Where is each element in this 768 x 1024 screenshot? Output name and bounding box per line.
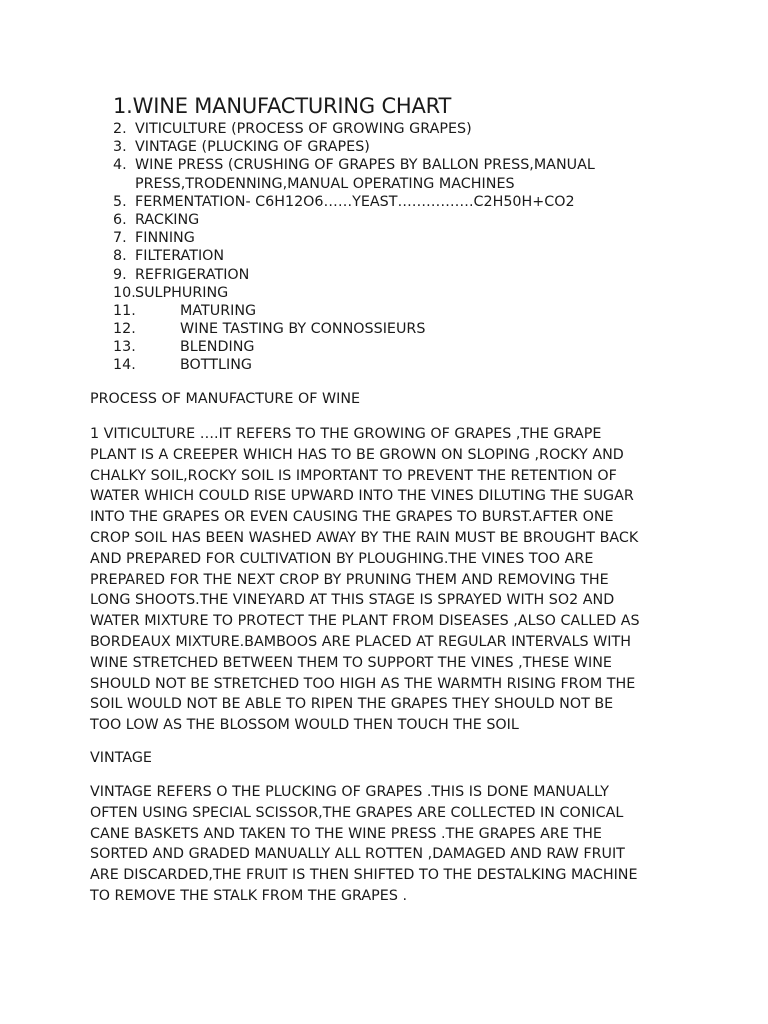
list-item-number: 2. [113,121,127,137]
list-item-number: 7. [113,230,127,247]
paragraph-line: TOO LOW AS THE BLOSSOM WOULD THEN TOUCH THE SOIL [90,717,519,734]
list-item-number: 5. [113,193,127,210]
list-item-text: MATURING [180,302,257,319]
list-item [113,211,673,229]
paragraph-line: WATER WHICH COULD RISE UPWARD INTO THE VINES DILUTING THE SUGAR [90,488,634,505]
paragraph-line: OFTEN USING SPECIAL SCISSOR,THE GRAPES ARE COLLECTED IN CONICAL [90,804,624,821]
list-item-text: BLENDING [180,339,255,356]
list-item-number: 14. [113,357,136,374]
list-item-text-line: PRESS,TRODENNING,MANUAL OPERATING MACHINES [135,175,515,192]
process-list [113,120,673,375]
paragraph-line: CHALKY SOIL,ROCKY SOIL IS IMPORTANT TO PREVENT THE RETENTION OF [90,467,617,484]
list-item [113,138,673,156]
paragraph-line: CANE BASKETS AND TAKEN TO THE WINE PRESS .THE GRAPES ARE THE [90,825,602,842]
paragraph-line: PREPARED FOR THE NEXT CROP BY PRUNING THEM AND REMOVING THE [90,571,609,588]
list-item-text: VITICULTURE (PROCESS OF GROWING GRAPES) [135,121,472,137]
list-item-number: 4. [113,157,127,174]
list-item-number: 10. [113,284,136,301]
list-item-number: 13. [113,339,136,356]
list-item-text: BOTTLING [180,357,252,374]
list-item-number: 6. [113,211,127,228]
list-item [113,302,673,320]
list-item [113,229,673,247]
paragraph-line: INTO THE GRAPES OR EVEN CAUSING THE GRAPES TO BURST.AFTER ONE [90,509,614,526]
paragraph-line: PLANT IS A CREEPER WHICH HAS TO BE GROWN ON SLOPING ,ROCKY AND [90,446,624,463]
vintage-heading [90,748,680,769]
list-item-text: REFRIGERATION [135,266,250,283]
paragraph-line: WATER MIXTURE TO PROTECT THE PLANT FROM DISEASES ,ALSO CALLED AS [90,613,640,630]
list-item-text: RACKING [135,211,200,228]
page-title: 1.WINE MANUFACTURING CHART [113,94,452,118]
vintage-paragraph [90,782,680,907]
paragraph-line: LONG SHOOTS.THE VINEYARD AT THIS STAGE IS SPRAYED WITH SO2 AND [90,592,615,609]
paragraph-line: SORTED AND GRADED MANUALLY ALL ROTTEN ,DAMAGED AND RAW FRUIT [90,846,625,863]
list-item [113,266,673,284]
list-item-text: FINNING [135,230,195,247]
list-item [113,247,673,265]
section-heading [90,389,680,410]
list-item-number: 11. [113,302,136,319]
paragraph-line: ARE DISCARDED,THE FRUIT IS THEN SHIFTED TO THE DESTALKING MACHINE [90,867,638,884]
paragraph-line: BORDEAUX MIXTURE.BAMBOOS ARE PLACED AT REGULAR INTERVALS WITH [90,633,631,650]
list-item [113,120,673,138]
list-item-text [135,156,595,192]
list-item [113,320,673,338]
list-item-text-line: WINE PRESS (CRUSHING OF GRAPES BY BALLON PRESS,MANUAL [135,157,595,174]
list-item-number: 8. [113,248,127,265]
paragraph-line: CROP SOIL HAS BEEN WASHED AWAY BY THE RAIN MUST BE BROUGHT BACK [90,529,639,546]
viticulture-paragraph [90,424,680,736]
list-item-number: 3. [113,139,127,156]
list-item-text: SULPHURING [135,284,229,301]
list-item [113,156,673,192]
list-item-text: FILTERATION [135,248,225,265]
list-item-text: FERMENTATION- C6H12O6……YEAST…………….C2H50H+CO2 [135,193,575,210]
paragraph-line: VINTAGE REFERS O THE PLUCKING OF GRAPES .THIS IS DONE MANUALLY [90,784,609,800]
list-item-text: VINTAGE (PLUCKING OF GRAPES) [135,139,370,156]
paragraph-line: SOIL WOULD NOT BE ABLE TO RIPEN THE GRAPES THEY SHOULD NOT BE [90,696,614,713]
section-heading-text: PROCESS OF MANUFACTURE OF WINE [90,391,361,407]
paragraph-line: TO REMOVE THE STALK FROM THE GRAPES . [90,887,408,904]
list-item-number: 9. [113,266,127,283]
paragraph-line: AND PREPARED FOR CULTIVATION BY PLOUGHING.THE VINES TOO ARE [90,550,594,567]
paragraph-line: SHOULD NOT BE STRETCHED TOO HIGH AS THE WARMTH RISING FROM THE [90,675,636,692]
paragraph-line: WINE STRETCHED BETWEEN THEM TO SUPPORT THE VINES ,THESE WINE [90,654,612,671]
list-item [113,356,673,374]
list-item-text: WINE TASTING BY CONNOSSIEURS [180,321,426,338]
paragraph-line: 1 VITICULTURE ….IT REFERS TO THE GROWING OF GRAPES ,THE GRAPE [90,426,602,442]
list-item [113,193,673,211]
vintage-heading-text: VINTAGE [90,750,152,766]
list-item [113,338,673,356]
list-item-number: 12. [113,321,136,338]
list-item [113,284,673,302]
